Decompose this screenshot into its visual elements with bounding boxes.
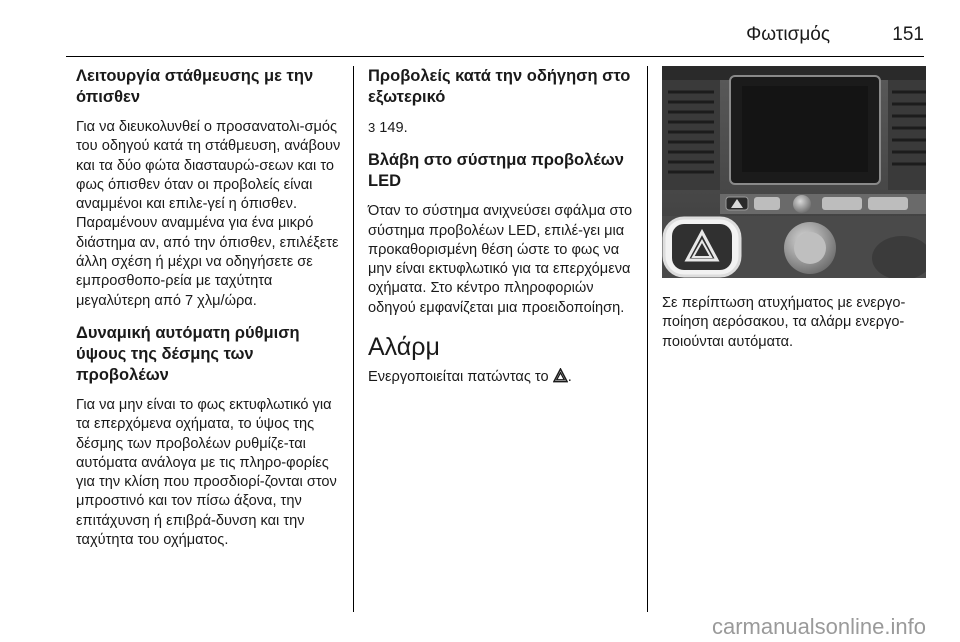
header-rule [66,56,924,57]
paragraph-reverse-parking: Για να διευκολυνθεί ο προσανατολι-σμός του οδηγού κατά τη στάθμευση, ανάβουν και τα δύο φώτα διασταυρώ-σεων και το φως όπισθεν όταν οι προβολείς είναι αναμμένοι και επιλε-γεί η όπισθεν. Παραμένουν αναμμένα για ένα μικρό διάστημα αν, από την όπισθεν, επιλέξετε άλλη σχέση ή μέχρι να οδηγήσετε σε εμπροσθοπο-ρεία με ταχύτητα μεγαλύτερη από 7 χλμ/ώρα. [76,119,341,309]
reference-arrow-icon: 3 [368,120,376,135]
section-title-hazard: Αλάρμ [368,333,440,362]
column-divider-1 [353,66,354,612]
paragraph-dynamic-leveling: Για να μην είναι το φως εκτυφλωτικό για τα επερχόμενα οχήματα, το ύψος της δέσμης των προβολέων ρυθμίζε-ται αυτόματα ανάλογα με τις πληρο-φορίες για την κλίση που προσδιορί-ζονται στον μπροστινό και τον πίσω άξονα, την επιτάχυνση ή επιβρά-δυνση και την ταχύτητα του οχήματος. [76,396,337,549]
column-divider-2 [647,66,648,612]
paragraph-hazard [368,368,636,387]
heading-driving-abroad: Προβολείς κατά την οδήγηση στο εξωτερικό [368,67,631,106]
reference-line [368,118,636,138]
column-1 [76,66,346,562]
heading-led-fault: Βλάβη στο σύστημα προβολέων LED [368,151,624,191]
running-header-section: Φωτισμός [746,24,830,45]
watermark: carmanualsonline.info [711,614,926,639]
heading-dynamic-leveling: Δυναμική αυτόματη ρύθμιση ύψους της δέσμης των προβολέων [76,323,300,384]
dashboard-illustration [662,66,926,278]
heading-reverse-parking: Λειτουργία στάθμευσης με την όπισθεν [76,67,314,106]
column-3 [662,66,926,364]
hazard-switch-photo [662,66,926,278]
paragraph-led-fault: Όταν το σύστημα ανιχνεύσει σφάλμα στο σύστημα προβολέων LED, επιλέ-γει μια προκαθορισμένη θέση ώστε το φως να μην είναι εκτυφλωτικό για τα επερχόμενα οχήματα. Στο κέντρο πληροφοριών οδηγού εμφανίζεται μια προειδοποίηση. [368,203,633,316]
page-number: 151 [892,24,924,45]
column-2 [368,66,636,399]
reference-page: 149. [379,120,408,136]
hazard-instruction-text: Ενεργοποιείται πατώντας το [368,369,549,386]
paragraph-airbag-hazard: Σε περίπτωση ατυχήματος με ενεργο-ποίηση αερόσακου, τα αλάρμ ενεργο-ποιούνται αυτόματα. [662,295,906,350]
hazard-warning-icon [553,368,568,383]
hazard-instruction-end: . [567,369,572,386]
